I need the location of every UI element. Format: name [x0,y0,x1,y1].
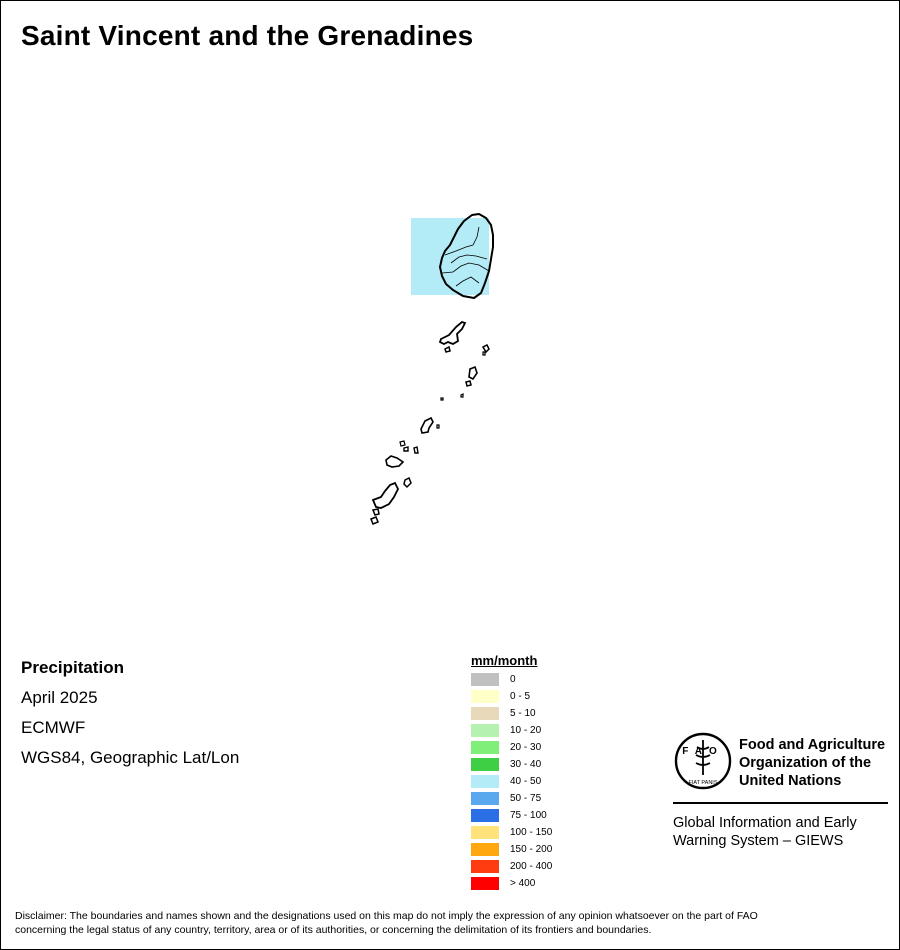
legend-item [471,756,552,773]
legend-label: 10 - 20 [510,725,542,736]
legend-swatch [471,758,499,771]
emblem-letters: FAO [682,746,724,757]
logo-divider [673,802,888,804]
canouan-island [421,418,433,433]
legend-swatch [471,843,499,856]
legend-swatch [471,809,499,822]
legend-item [471,739,552,756]
legend-item [471,671,552,688]
legend-label: 40 - 50 [510,776,542,787]
variable-label: Precipitation [21,658,124,677]
legend-swatch [471,775,499,788]
period-label: April 2025 [21,688,98,707]
legend [471,653,552,892]
legend-swatch [471,707,499,720]
legend-swatch [471,724,499,737]
islet [483,352,485,355]
giews-line: Global Information and Early [673,815,857,831]
giews-line: Warning System – GIEWS [673,833,844,849]
legend-item [471,807,552,824]
union-island [373,483,398,508]
org-name [739,736,885,790]
emblem-motto: FIAT PANIS [688,780,718,786]
legend-item [471,688,552,705]
islet [437,425,439,428]
legend-label: 0 [510,674,516,685]
legend-label: 75 - 100 [510,810,547,821]
source-label: ECMWF [21,718,86,737]
legend-item [471,858,552,875]
org-name-line: Organization of the [739,755,872,771]
legend-label: 50 - 75 [510,793,542,804]
legend-items [471,671,552,892]
islet [461,394,463,397]
map-canvas [1,1,899,949]
mayreau-island [386,456,403,467]
giews-name [673,814,857,850]
disclaimer-line: concerning the legal status of any country, territory, area or of its authorities, or concerning the delimitation of its frontiers and boundaries. [15,924,652,936]
fao-emblem-icon [673,731,733,791]
legend-label: 150 - 200 [510,844,553,855]
legend-label: 100 - 150 [510,827,553,838]
legend-swatch [471,741,499,754]
legend-label: 200 - 400 [510,861,553,872]
mustique-island [469,367,477,379]
legend-swatch [471,690,499,703]
map-info [21,657,239,777]
org-name-line: United Nations [739,773,842,789]
legend-item [471,824,552,841]
legend-item [471,875,552,892]
islet [373,509,379,515]
legend-swatch [471,826,499,839]
legend-swatch [471,673,499,686]
islet [404,478,411,487]
legend-label: 30 - 40 [510,759,542,770]
islet [404,447,408,451]
org-name-line: Food and Agriculture [739,737,886,753]
legend-item [471,722,552,739]
islet [445,347,450,352]
legend-label: 20 - 30 [510,742,542,753]
islet [414,447,418,453]
legend-label: 5 - 10 [510,708,536,719]
legend-item [471,790,552,807]
projection-label: WGS84, Geographic Lat/Lon [21,748,240,767]
legend-item [471,773,552,790]
islet [400,441,405,446]
legend-title: mm/month [471,653,538,668]
legend-label: > 400 [510,878,536,889]
islet [483,345,489,352]
islet [371,517,378,524]
bequia-island [440,322,465,344]
islet [466,381,471,386]
islet [441,398,443,400]
disclaimer [15,909,890,937]
legend-item [471,841,552,858]
legend-swatch [471,792,499,805]
legend-swatch [471,877,499,890]
map-title: Saint Vincent and the Grenadines [21,20,474,51]
legend-item [471,705,552,722]
legend-swatch [471,860,499,873]
disclaimer-line: Disclaimer: The boundaries and names shown and the designations used on this map do not imply the expression of any opinion whatsoever on the part of FAO [15,910,758,922]
legend-label: 0 - 5 [510,691,531,702]
